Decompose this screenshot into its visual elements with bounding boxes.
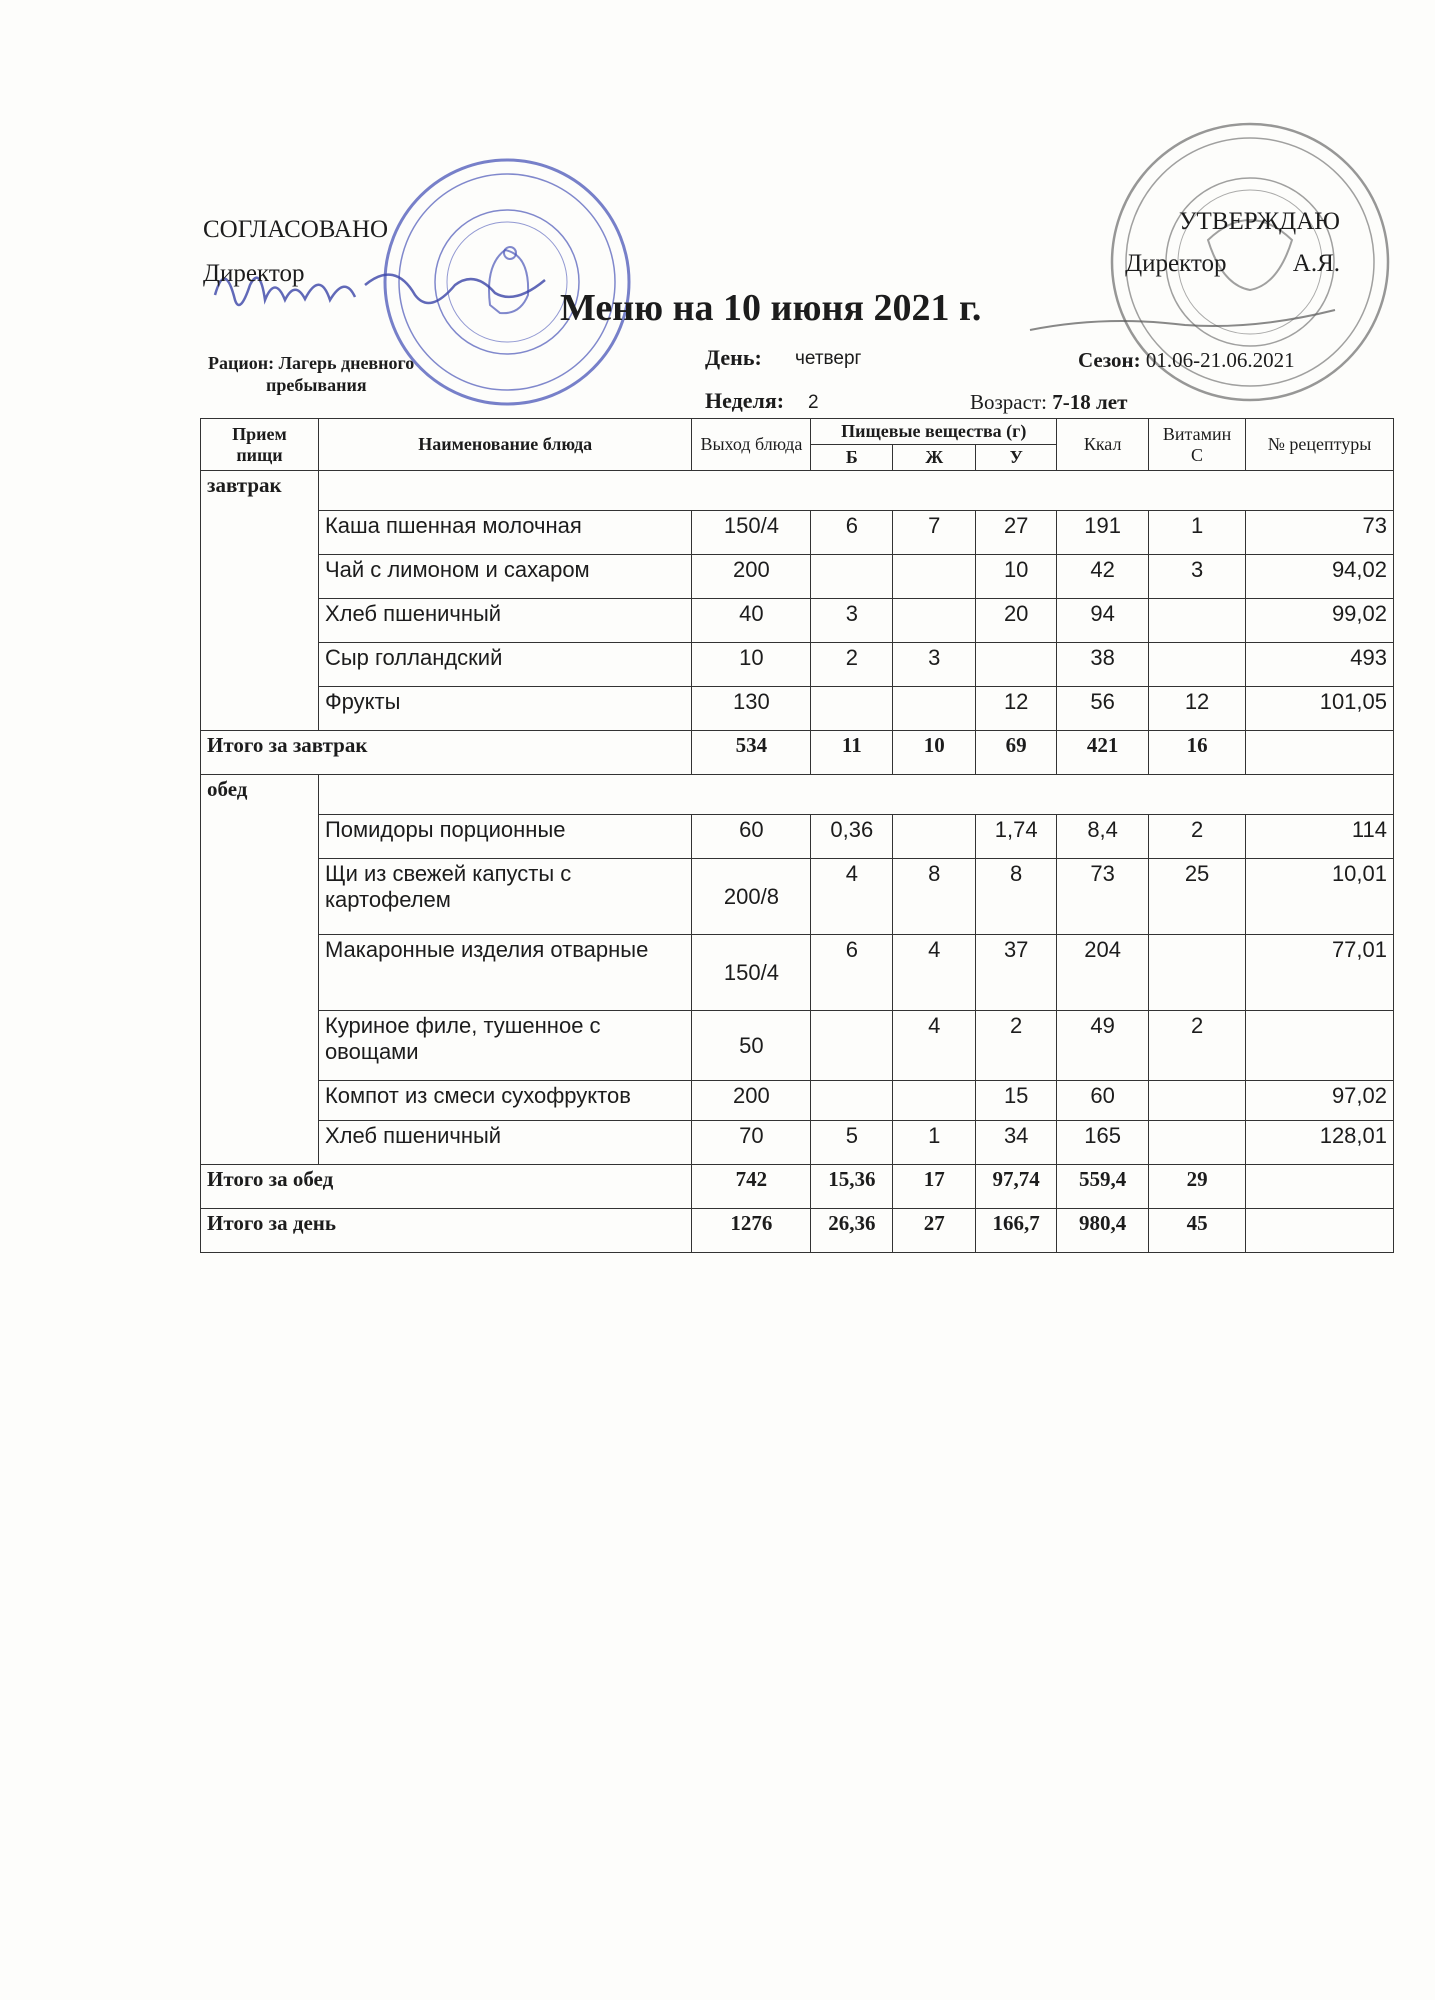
total-zh: 27 — [893, 1209, 976, 1253]
season — [1078, 348, 1295, 373]
header-nutrients: Пищевые вещества (г) — [811, 419, 1057, 445]
table-row — [201, 859, 1394, 935]
cell-b: 5 — [811, 1121, 893, 1165]
cell-vit — [1149, 935, 1246, 1011]
cell-kcal: 8,4 — [1057, 815, 1149, 859]
header-vitamin: Витамин С — [1149, 419, 1246, 471]
cell-kcal: 204 — [1057, 935, 1149, 1011]
cell-rec: 99,02 — [1246, 599, 1394, 643]
table-row — [201, 643, 1394, 687]
cell-dish: Куриное филе, тушенное с овощами — [318, 1011, 692, 1081]
total-output: 1276 — [692, 1209, 811, 1253]
total-row — [201, 1165, 1394, 1209]
cell-vit — [1149, 1081, 1246, 1121]
cell-zh — [893, 1081, 976, 1121]
cell-output: 130 — [692, 687, 811, 731]
total-vit: 16 — [1149, 731, 1246, 775]
table-row — [201, 687, 1394, 731]
menu-table — [200, 418, 1394, 1253]
total-b: 15,36 — [811, 1165, 893, 1209]
total-output: 742 — [692, 1165, 811, 1209]
approval-block-right — [1080, 208, 1340, 292]
cell-b: 0,36 — [811, 815, 893, 859]
cell-b — [811, 555, 893, 599]
cell-u: 8 — [976, 859, 1057, 935]
cell-vit: 3 — [1149, 555, 1246, 599]
cell-dish: Макаронные изделия отварные — [318, 935, 692, 1011]
approval-status-left: СОГЛАСОВАНО — [203, 216, 389, 243]
cell-output: 150/4 — [692, 935, 811, 1011]
header-output: Выход блюда — [692, 419, 811, 471]
cell-rec: 10,01 — [1246, 859, 1394, 935]
cell-output: 200 — [692, 1081, 811, 1121]
cell-rec: 73 — [1246, 511, 1394, 555]
cell-kcal: 73 — [1057, 859, 1149, 935]
cell-dish: Каша пшенная молочная — [318, 511, 692, 555]
approval-status-right: УТВЕРЖДАЮ — [1178, 208, 1340, 235]
cell-vit: 2 — [1149, 815, 1246, 859]
approval-position-label: Директор — [1125, 250, 1227, 277]
header-recipe: № рецептуры — [1246, 419, 1394, 471]
cell-b — [811, 1081, 893, 1121]
total-label: Итого за обед — [201, 1165, 692, 1209]
cell-b: 6 — [811, 511, 893, 555]
cell-output: 150/4 — [692, 511, 811, 555]
total-rec — [1246, 731, 1394, 775]
cell-dish: Компот из смеси сухофруктов — [318, 1081, 692, 1121]
table-row — [201, 815, 1394, 859]
cell-kcal: 49 — [1057, 1011, 1149, 1081]
cell-zh: 1 — [893, 1121, 976, 1165]
header-b: Б — [811, 445, 893, 471]
age-label: Возраст: — [970, 390, 1047, 414]
cell-output: 40 — [692, 599, 811, 643]
empty-cell — [318, 471, 1393, 511]
total-u: 97,74 — [976, 1165, 1057, 1209]
cell-u — [976, 643, 1057, 687]
cell-rec: 77,01 — [1246, 935, 1394, 1011]
total-vit: 29 — [1149, 1165, 1246, 1209]
cell-rec: 493 — [1246, 643, 1394, 687]
total-b: 26,36 — [811, 1209, 893, 1253]
cell-vit — [1149, 643, 1246, 687]
cell-kcal: 191 — [1057, 511, 1149, 555]
approval-position-right — [1080, 250, 1340, 278]
cell-u: 10 — [976, 555, 1057, 599]
cell-zh: 4 — [893, 935, 976, 1011]
cell-u: 15 — [976, 1081, 1057, 1121]
meal-section-row — [201, 471, 1394, 511]
menu-table-body — [201, 471, 1394, 1253]
table-row — [201, 599, 1394, 643]
cell-dish: Сыр голландский — [318, 643, 692, 687]
table-row — [201, 555, 1394, 599]
header-kcal: Ккал — [1057, 419, 1149, 471]
cell-vit — [1149, 1121, 1246, 1165]
cell-kcal: 56 — [1057, 687, 1149, 731]
total-row — [201, 731, 1394, 775]
table-row — [201, 1011, 1394, 1081]
cell-kcal: 42 — [1057, 555, 1149, 599]
week-value: 2 — [808, 392, 819, 413]
page-title: Меню на 10 июня 2021 г. — [560, 287, 982, 329]
season-label: Сезон: — [1078, 348, 1141, 372]
table-row — [201, 1081, 1394, 1121]
total-kcal: 421 — [1057, 731, 1149, 775]
cell-u: 34 — [976, 1121, 1057, 1165]
approval-position-left: Директор — [203, 260, 305, 287]
cell-zh — [893, 599, 976, 643]
cell-b: 6 — [811, 935, 893, 1011]
cell-kcal: 94 — [1057, 599, 1149, 643]
cell-vit: 1 — [1149, 511, 1246, 555]
header-u: У — [976, 445, 1057, 471]
table-row — [201, 935, 1394, 1011]
cell-b — [811, 687, 893, 731]
week-label: Неделя: — [705, 388, 785, 413]
cell-u: 2 — [976, 1011, 1057, 1081]
total-zh: 17 — [893, 1165, 976, 1209]
cell-dish: Чай с лимоном и сахаром — [318, 555, 692, 599]
total-kcal: 559,4 — [1057, 1165, 1149, 1209]
cell-kcal: 60 — [1057, 1081, 1149, 1121]
cell-rec: 101,05 — [1246, 687, 1394, 731]
total-zh: 10 — [893, 731, 976, 775]
total-u: 69 — [976, 731, 1057, 775]
cell-zh — [893, 815, 976, 859]
cell-vit — [1149, 599, 1246, 643]
total-rec — [1246, 1209, 1394, 1253]
cell-zh: 8 — [893, 859, 976, 935]
cell-kcal: 165 — [1057, 1121, 1149, 1165]
cell-rec: 97,02 — [1246, 1081, 1394, 1121]
day-value: четверг — [795, 348, 862, 369]
cell-dish: Щи из свежей капусты с картофелем — [318, 859, 692, 935]
total-row — [201, 1209, 1394, 1253]
table-row — [201, 511, 1394, 555]
cell-b: 3 — [811, 599, 893, 643]
total-kcal: 980,4 — [1057, 1209, 1149, 1253]
cell-b — [811, 1011, 893, 1081]
age — [970, 390, 1127, 415]
cell-b: 4 — [811, 859, 893, 935]
total-b: 11 — [811, 731, 893, 775]
signature-right — [1025, 300, 1345, 340]
cell-rec: 128,01 — [1246, 1121, 1394, 1165]
total-label: Итого за день — [201, 1209, 692, 1253]
header-zh: Ж — [893, 445, 976, 471]
cell-zh — [893, 687, 976, 731]
cell-kcal: 38 — [1057, 643, 1149, 687]
cell-u: 37 — [976, 935, 1057, 1011]
cell-dish: Фрукты — [318, 687, 692, 731]
cell-zh: 7 — [893, 511, 976, 555]
cell-rec: 94,02 — [1246, 555, 1394, 599]
age-value: 7-18 лет — [1052, 390, 1128, 414]
meal-section-row — [201, 775, 1394, 815]
ration-label-line1: Рацион: Лагерь дневного — [208, 353, 415, 373]
approval-initials: А.Я. — [1292, 250, 1340, 277]
ration-label — [208, 352, 468, 396]
total-u: 166,7 — [976, 1209, 1057, 1253]
empty-cell — [318, 775, 1393, 815]
cell-output: 50 — [692, 1011, 811, 1081]
cell-u: 12 — [976, 687, 1057, 731]
total-vit: 45 — [1149, 1209, 1246, 1253]
cell-u: 27 — [976, 511, 1057, 555]
cell-vit: 12 — [1149, 687, 1246, 731]
cell-dish: Хлеб пшеничный — [318, 599, 692, 643]
total-rec — [1246, 1165, 1394, 1209]
cell-rec: 114 — [1246, 815, 1394, 859]
table-header-row — [201, 419, 1394, 445]
cell-output: 10 — [692, 643, 811, 687]
cell-zh: 3 — [893, 643, 976, 687]
cell-dish: Хлеб пшеничный — [318, 1121, 692, 1165]
cell-zh — [893, 555, 976, 599]
cell-rec — [1246, 1011, 1394, 1081]
cell-dish: Помидоры порционные — [318, 815, 692, 859]
cell-zh: 4 — [893, 1011, 976, 1081]
cell-u: 1,74 — [976, 815, 1057, 859]
day-label: День: — [705, 345, 762, 370]
meal-label: завтрак — [201, 471, 319, 731]
cell-output: 200/8 — [692, 859, 811, 935]
total-output: 534 — [692, 731, 811, 775]
meal-label: обед — [201, 775, 319, 1165]
header-meal: Прием пищи — [201, 419, 319, 471]
cell-vit: 2 — [1149, 1011, 1246, 1081]
total-label: Итого за завтрак — [201, 731, 692, 775]
cell-output: 60 — [692, 815, 811, 859]
cell-vit: 25 — [1149, 859, 1246, 935]
ration-label-line2: пребывания — [266, 375, 367, 395]
table-row — [201, 1121, 1394, 1165]
approval-block-left — [203, 216, 388, 304]
season-value: 01.06-21.06.2021 — [1145, 348, 1295, 372]
cell-b: 2 — [811, 643, 893, 687]
cell-output: 70 — [692, 1121, 811, 1165]
cell-output: 200 — [692, 555, 811, 599]
header-dish: Наименование блюда — [318, 419, 692, 471]
cell-u: 20 — [976, 599, 1057, 643]
